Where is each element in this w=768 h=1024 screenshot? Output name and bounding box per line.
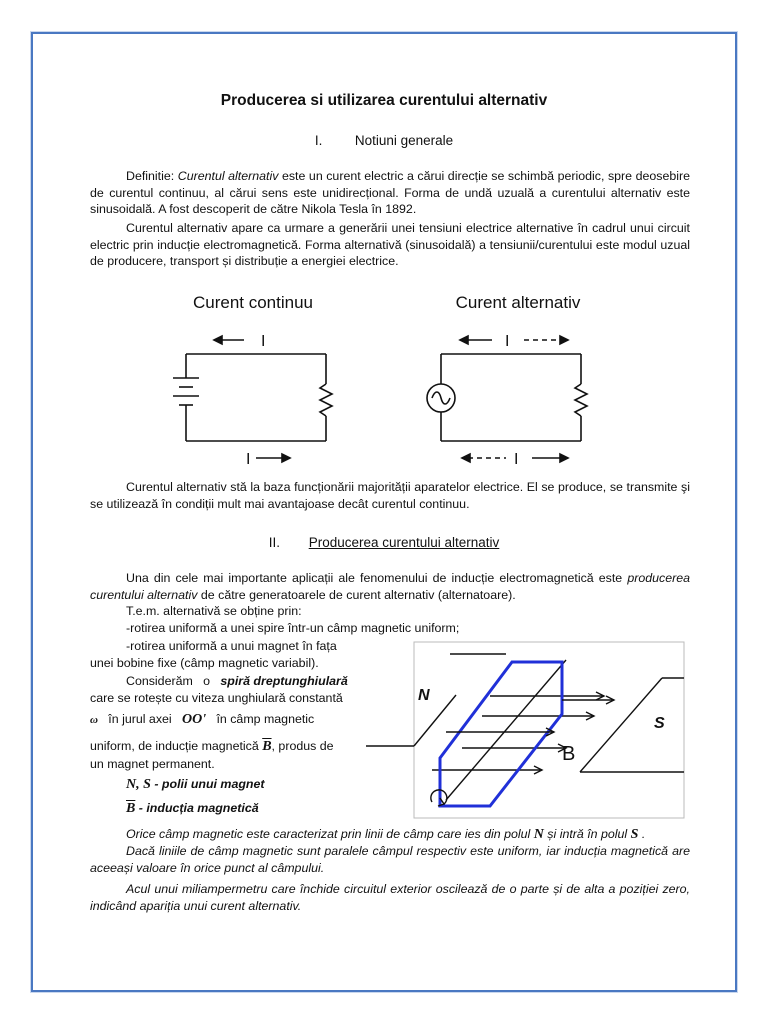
arrow-head: [560, 336, 568, 344]
legend-text: - polii unui magnet: [154, 777, 265, 791]
text: o: [203, 674, 211, 688]
paragraph-usage: [90, 479, 690, 512]
emphasis-text: spiră dreptunghiulară: [220, 674, 348, 688]
current-label: I: [246, 451, 251, 468]
paragraph-text: Curentul alternativ apare ca urmare a generării unei tensiuni electrice alternative în cadrul unui circuit electric prin inducție electromagnetică. Forma alternativă (sinusoidală) a tensiunii/curentului este modul uzual de producere, transport și distribuție a energiei electrice.: [90, 221, 690, 268]
legend-ns: [126, 776, 265, 794]
arrow-head: [560, 454, 568, 462]
n-symbol: N: [533, 827, 544, 842]
paragraph-ammeter: [90, 881, 690, 914]
dc-title: Curent continuu: [192, 293, 314, 312]
ac-circuit: [427, 336, 587, 462]
dc-resistor: [320, 384, 332, 416]
ac-title: Curent alternativ: [455, 293, 581, 312]
b-symbol: $\overline{B}$: [126, 801, 136, 816]
b-field-label: B: [562, 743, 576, 765]
paragraph-text: Acul unui miliampermetru care închide circuitul exterior oscilează de o parte și de alta a poziției zero, indicând apariția unui curent alternativ.: [90, 882, 690, 913]
ac-resistor: [575, 384, 587, 416]
ns-symbol: N, S: [126, 777, 151, 792]
consider-line: [90, 738, 334, 756]
arrow-head: [460, 336, 468, 344]
rectangular-loop: [440, 662, 562, 806]
text: Orice câmp magnetic este caracterizat prin linii de câmp care ies din polul: [126, 827, 531, 841]
definition-label: Definitie:: [126, 169, 175, 183]
paragraph-production: [90, 570, 690, 603]
sine-icon: [432, 392, 450, 404]
s-pole-edge: [580, 678, 662, 772]
current-label: I: [261, 333, 266, 350]
emphasis-text: producerea curentului alternativ: [90, 571, 690, 602]
consider-line: [126, 673, 348, 690]
consider-line: un magnet permanent.: [90, 757, 215, 771]
s-pole-label: S: [654, 715, 665, 732]
legend-b: [126, 800, 259, 818]
dc-circuit: [173, 336, 332, 462]
current-label: I: [514, 451, 519, 468]
section-heading-2: [0, 535, 768, 550]
text: în jurul axei: [108, 712, 172, 726]
italic-line: Orice câmp magnetic este caracterizat prin linii de câmp care ies din polul N și intră în polul S .: [126, 827, 646, 842]
text: uniform, de inducție magnetică: [90, 739, 259, 753]
tem-line: T.e.m. alternativă se obține prin:: [126, 604, 302, 618]
arrow-head: [462, 454, 470, 462]
text: și intră în polul: [547, 827, 628, 841]
paragraph-text: Una din cele mai importante aplicații ale fenomenului de inducție electromagnetică este: [126, 571, 623, 585]
paragraph-uniform: [90, 843, 690, 876]
legend-text: - inducția magnetică: [138, 801, 259, 815]
paragraph-origin: [90, 220, 690, 270]
text: în câmp magnetic: [216, 712, 315, 726]
section-number: I.: [314, 133, 323, 148]
arrow-head: [282, 454, 290, 462]
paragraph-text: Dacă liniile de câmp magnetic sunt paralele câmpul respectiv este uniform, iar inducția magnetică are aceeași valoare în orice punct al câmpului.: [90, 844, 690, 875]
loop-figure: [366, 640, 686, 820]
definition-term: Curentul alternativ: [177, 169, 279, 183]
axis-symbol: OO': [182, 712, 207, 727]
section-label: Notiuni generale: [354, 133, 454, 148]
paragraph-text: Curentul alternativ stă la baza funcționării majorității aparatelor electrice. El se produce, se transmite şi se utilizează în condiții mult mai avantajoase decât curentul continuu.: [90, 480, 690, 511]
omega-symbol: ω: [90, 714, 98, 726]
bullet-item: unei bobine fixe (câmp magnetic variabil).: [90, 656, 319, 670]
document-title: Producerea si utilizarea curentului alternativ: [220, 92, 548, 109]
text: , produs de: [271, 739, 334, 753]
section-heading-1: [0, 133, 768, 148]
n-pole-label: N: [418, 687, 430, 704]
definition-text: este un curent electric a cărui direcție se schimbă periodic, spre deosebire de curentul continuu, al cărui sens este unidirecțional. Forma de undă uzuală a curentului alternativ este sinusoidală. A fost descoperit de către Nikola Tesla în 1892.: [90, 169, 691, 216]
section-label: Producerea curentului alternativ: [308, 535, 500, 550]
b-vector-symbol: $\overline{B}$: [262, 739, 272, 754]
bullet-item: -rotirea uniformă a unui magnet în fața: [126, 639, 337, 653]
consider-line: care se rotește cu viteza unghiulară constantă: [90, 691, 343, 705]
consider-line: [90, 711, 360, 729]
current-label: I: [505, 333, 510, 350]
text: Considerăm: [126, 674, 193, 688]
s-symbol: S: [630, 827, 639, 842]
arrow-head: [214, 336, 222, 344]
section-number: II.: [268, 535, 280, 550]
bullet-item: -rotirea uniformă a unei spire într-un câmp magnetic uniform;: [126, 621, 460, 635]
paragraph-text: de către generatoarele de curent alternativ (alternatoare).: [200, 587, 516, 602]
circuit-figure: [150, 286, 630, 471]
paragraph-definition: [90, 168, 690, 218]
